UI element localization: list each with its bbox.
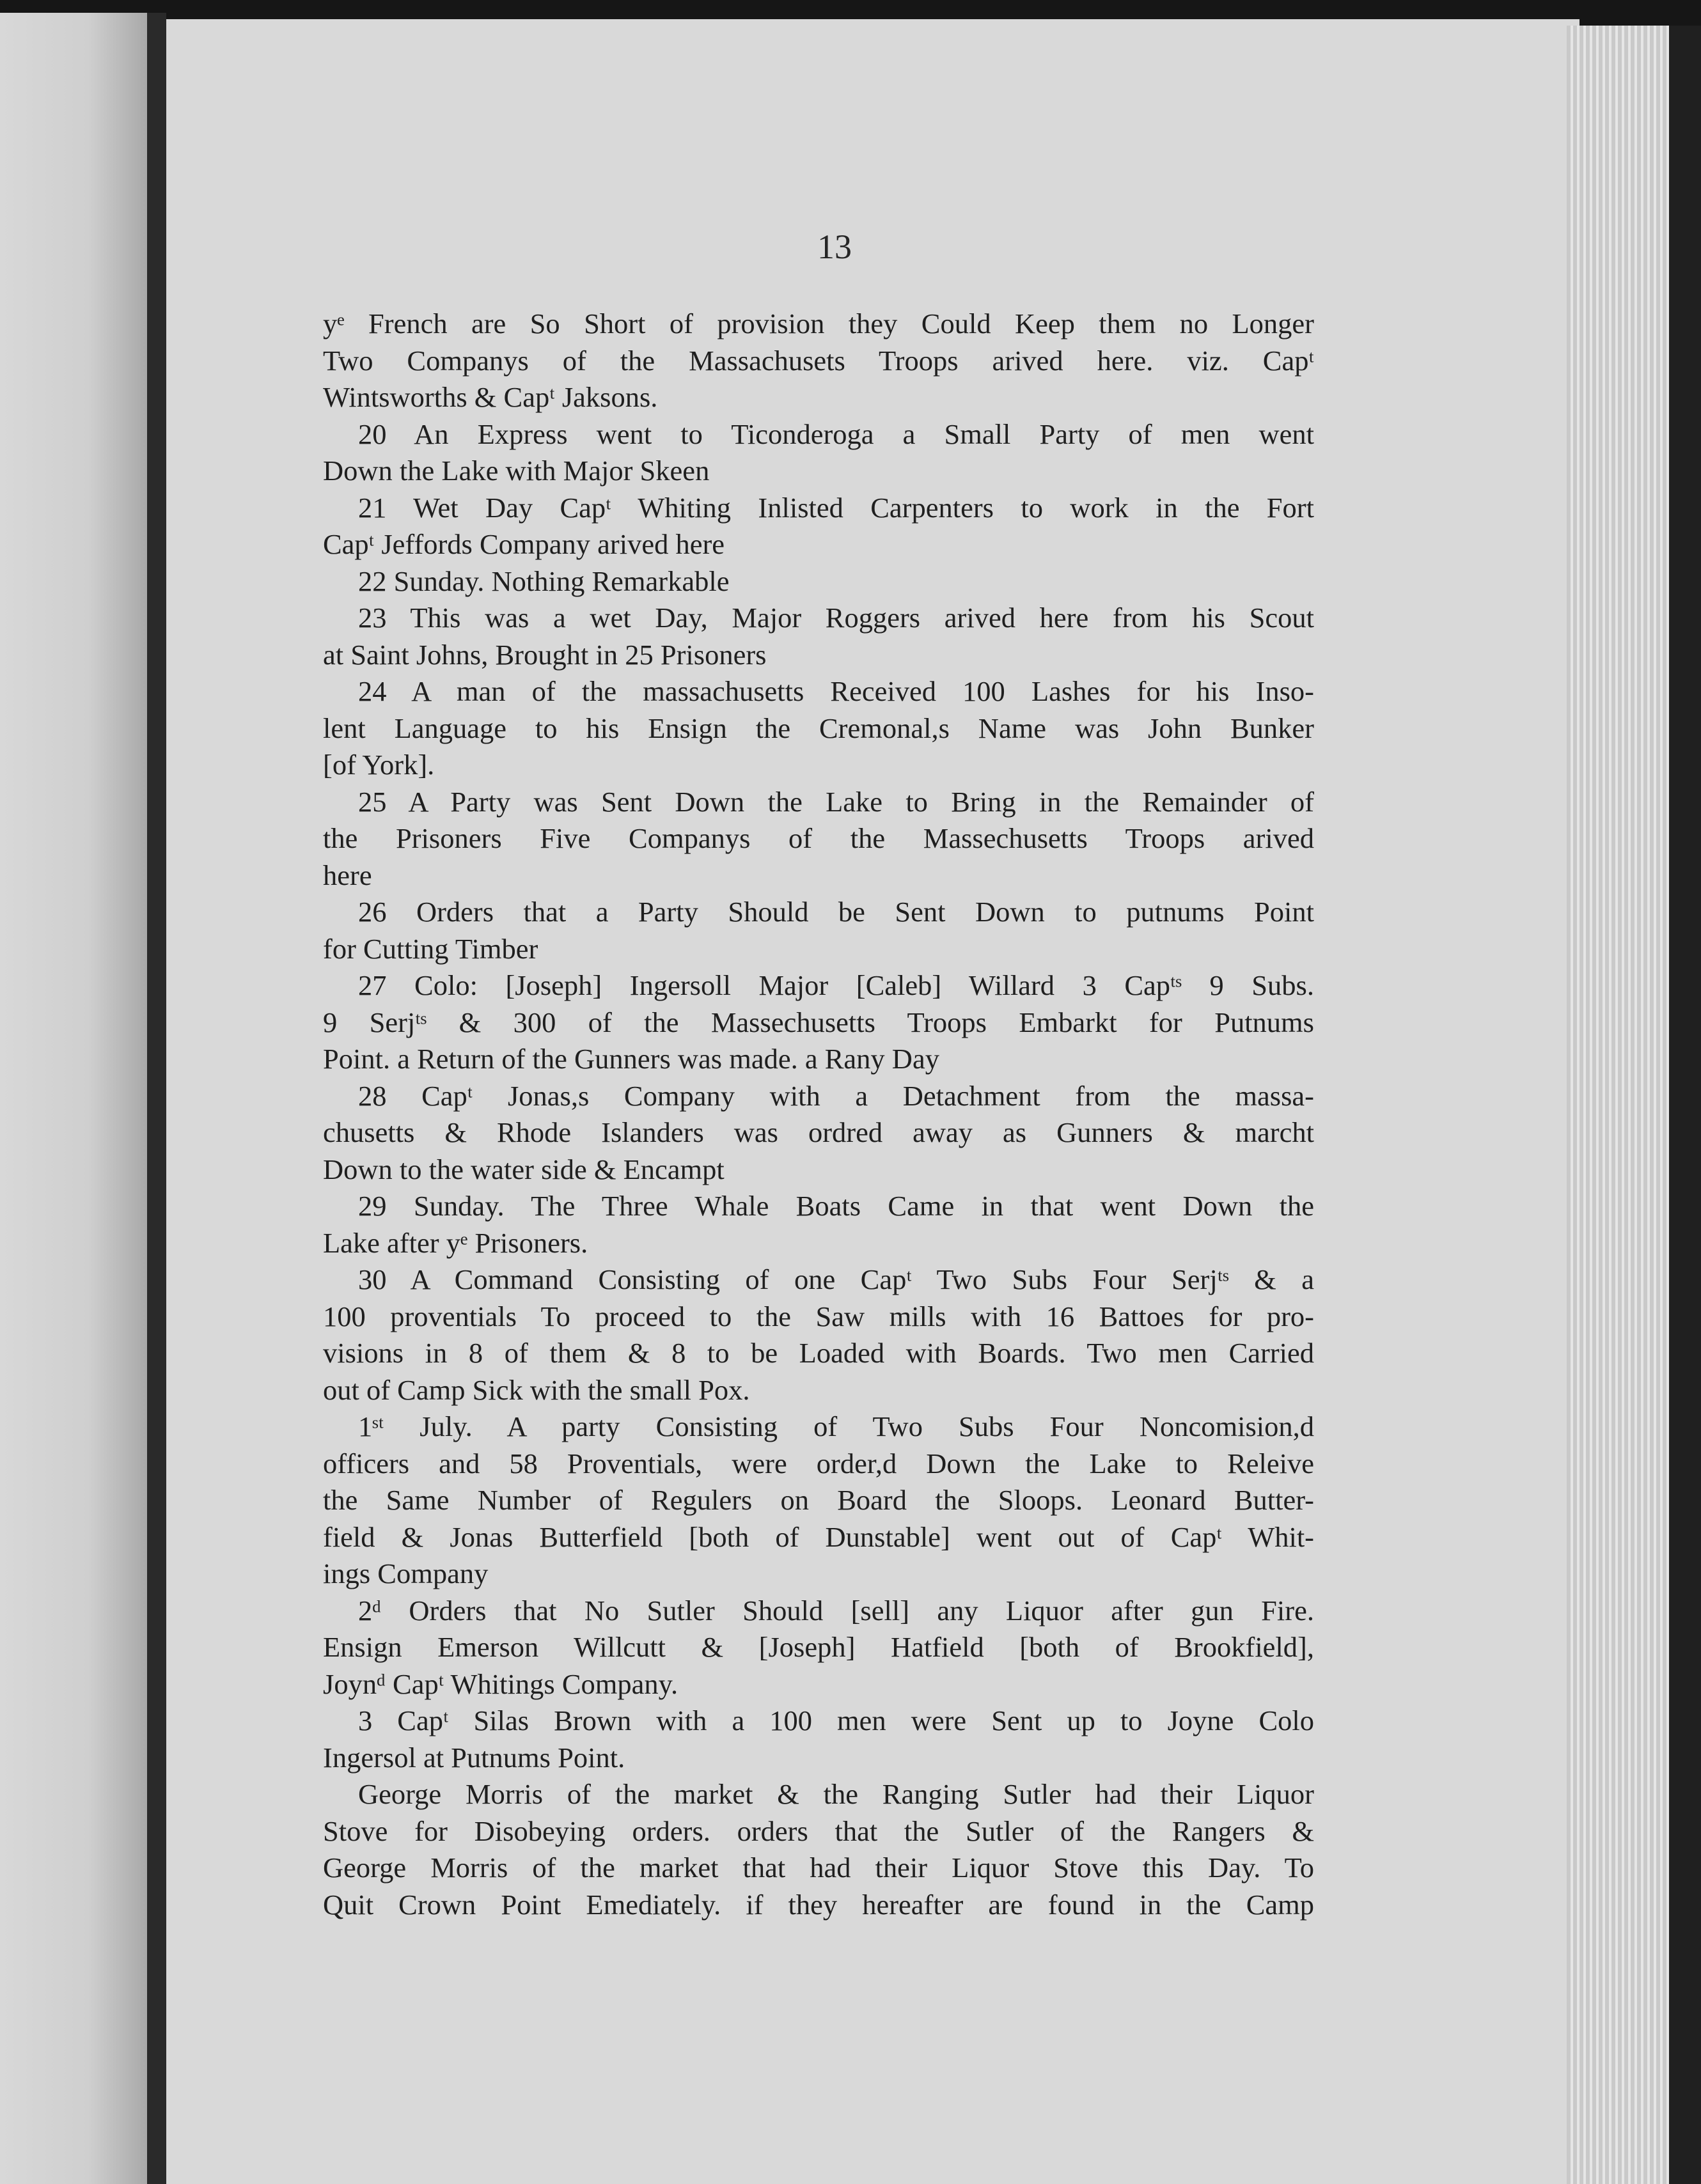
text-line: Two Companys of the Massachusets Troops arived here. viz. Capᵗ (323, 344, 1314, 377)
text-line: Ensign Emerson Willcutt & [Joseph] Hatfield [both of Brookfield], (323, 1631, 1314, 1663)
text-line: officers and 58 Proventials, were order,d Down the Lake to Releive (323, 1447, 1314, 1479)
text-line: 30 A Command Consisting of one Capᵗ Two Subs Four Serjᵗˢ & a (358, 1263, 1314, 1295)
text-line: 25 A Party was Sent Down the Lake to Bring in the Remainder of (358, 785, 1314, 818)
page-text (323, 306, 1314, 1923)
text-line: chusetts & Rhode Islanders was ordred away as Gunners & marcht (323, 1116, 1314, 1148)
book-binding (147, 13, 166, 2184)
text-line: 22 Sunday. Nothing Remarkable (358, 565, 730, 597)
text-line: 9 Serjᵗˢ & 300 of the Massechusetts Troops Embarkt for Putnums (323, 1006, 1314, 1038)
text-line: 21 Wet Day Capᵗ Whiting Inlisted Carpenters to work in the Fort (358, 491, 1314, 524)
text-line: Point. a Return of the Gunners was made. a Rany Day (323, 1043, 939, 1075)
page-number: 13 (817, 228, 852, 266)
text-line: 1ˢᵗ July. A party Consisting of Two Subs Four Noncomision,d (358, 1410, 1314, 1442)
text-line: lent Language to his Ensign the Cremonal,s Name was John Bunker (323, 712, 1314, 744)
text-line: the Same Number of Regulers on Board the Sloops. Leonard Butter- (323, 1484, 1314, 1516)
text-line: [of York]. (323, 749, 435, 781)
text-line: George Morris of the market & the Ranging Sutler had their Liquor (358, 1778, 1314, 1810)
text-line: 29 Sunday. The Three Whale Boats Came in that went Down the (358, 1190, 1314, 1222)
text-line: 2ᵈ Orders that No Sutler Should [sell] any Liquor after gun Fire. (358, 1594, 1314, 1626)
text-line: the Prisoners Five Companys of the Massechusetts Troops arived (323, 822, 1314, 854)
left-page-edge (0, 13, 147, 2184)
text-line: 24 A man of the massachusetts Received 100 Lashes for his Inso- (358, 675, 1314, 707)
text-line: field & Jonas Butterfield [both of Dunstable] went out of Capᵗ Whit- (323, 1520, 1314, 1553)
text-line: 28 Capᵗ Jonas,s Company with a Detachment from the massa- (358, 1079, 1314, 1112)
text-line: Down to the water side & Encampt (323, 1153, 725, 1185)
text-line: visions in 8 of them & 8 to be Loaded with Boards. Two men Carried (323, 1337, 1314, 1369)
text-line: Down the Lake with Major Skeen (323, 455, 710, 487)
text-line: yᵉ French are So Short of provision they Could Keep them no Longer (323, 308, 1314, 339)
text-line: 23 This was a wet Day, Major Roggers arived here from his Scout (358, 602, 1314, 634)
text-line: 3 Capᵗ Silas Brown with a 100 men were Sent up to Joyne Colo (358, 1704, 1314, 1736)
text-line: Capᵗ Jeffords Company arived here (323, 528, 725, 560)
text-line: for Cutting Timber (323, 932, 538, 965)
text-line: 26 Orders that a Party Should be Sent Down to putnums Point (358, 896, 1314, 928)
text-line: Lake after yᵉ Prisoners. (323, 1226, 588, 1259)
text-line: ings Company (323, 1557, 489, 1589)
text-line: Stove for Disobeying orders. orders that the Sutler of the Rangers & (323, 1814, 1314, 1847)
scan-background (1669, 26, 1701, 2184)
text-line: here (323, 859, 372, 891)
text-line: out of Camp Sick with the small Pox. (323, 1373, 750, 1406)
text-line: at Saint Johns, Brought in 25 Prisoners (323, 638, 767, 671)
text-line: George Morris of the market that had their Liquor Stove this Day. To (323, 1852, 1314, 1884)
text-line: Wintsworths & Capᵗ Jaksons. (323, 381, 658, 413)
text-line: Joynᵈ Capᵗ Whitings Company. (323, 1667, 678, 1700)
text-line: Quit Crown Point Emediately. if they hereafter are found in the Camp (323, 1888, 1314, 1921)
text-line: 27 Colo: [Joseph] Ingersoll Major [Caleb] Willard 3 Capᵗˢ 9 Subs. (358, 969, 1314, 1001)
text-line: 100 proventials To proceed to the Saw mills with 16 Battoes for pro- (323, 1300, 1314, 1332)
text-line: Ingersol at Putnums Point. (323, 1741, 625, 1774)
text-line: 20 An Express went to Ticonderoga a Small Party of men went (358, 417, 1314, 450)
page-stack-edges (1567, 26, 1669, 2184)
